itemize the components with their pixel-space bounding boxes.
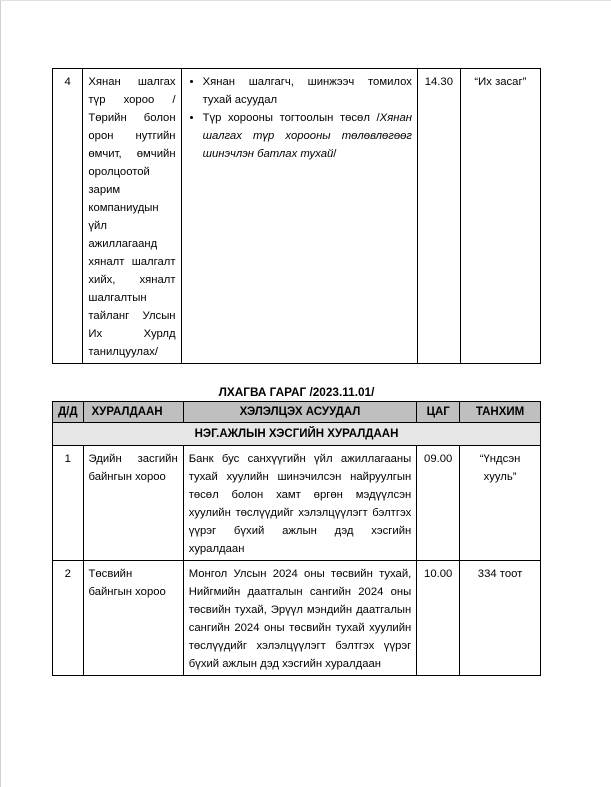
table-row [53,446,541,561]
table-row [53,561,541,676]
table-row [53,69,541,364]
time-cell: 09.00 [417,446,460,561]
item-text-tail: / [333,148,337,160]
list-item: • Хянан шалгагч, шинжээч томилох тухай асуудал [203,73,412,109]
room-cell: 334 тоот [460,561,541,676]
question-cell: Банк бус санхүүгийн үйл ажиллагааны тухай хуулийн шинэчилсэн найруулгын төсөл болон хамт өргөн мэдүүлсэн хуулийн төслүүдийг хэлэлцүүлэгт бэлтгэх үүрэг бүхий ажлын дэд хэсгийн хуралдаан [183,446,417,561]
header-question: ХЭЛЭЛЦЭХ АСУУДАЛ [183,402,417,423]
time-cell: 14.30 [417,69,460,364]
question-cell: Монгол Улсын 2024 оны төсвийн тухай, Нийгмийн даатгалын сангийн 2024 оны төсвийн тухай, Эрүүл мэндийн даатгалын сангийн 2024 оны төсвийн тухай хуулийн төслүүдийг хэлэлцүүлэгт бэлтгэх үүрэг бүхий ажлын дэд хэсгийн хуралдаан [183,561,417,676]
day-heading: ЛХАГВА ГАРАГ /2023.11.01/ [218,385,375,399]
agenda-items-cell [181,69,417,364]
room-cell: “Их засаг” [460,69,540,364]
agenda-list [187,73,412,163]
header-num: Д/Д [53,402,84,423]
room-cell: “Үндсэн хууль” [460,446,541,561]
time-cell: 10.00 [417,561,460,676]
row-number: 2 [53,561,84,676]
agenda-table [52,401,541,676]
section-title: НЭГ.АЖЛЫН ХЭСГИЙН ХУРАЛДААН [53,423,541,446]
header-row [53,402,541,423]
section-row [53,423,541,446]
committee-cell: Төсвийн байнгын хороо [83,561,183,676]
header-time: ЦАГ [417,402,460,423]
header-room: ТАНХИМ [460,402,541,423]
list-item [203,109,412,163]
item-text: Түр хорооны тогтоолын төсөл / [202,112,380,124]
header-committee: ХУРАЛДААН [83,402,183,423]
agenda-table-continued [52,68,541,364]
item-italic-text: Хянан шалгах түр хорооны төлөвлөгөөг шинэчлэн батлах тухай [202,112,412,160]
page-edge-top [0,0,611,1]
committee-cell: Хянан шалгах түр хороо /Төрийн болон орон нутгийн өмчит, өмчийн оролцоотой зарим компаниудын үйл ажиллагаанд хяналт шалгалт хийх, хяналт шалгалтын тайланг Улсын Их Хурлд танилцуулах/ [83,69,181,364]
row-number: 1 [53,446,84,561]
committee-cell: Эдийн засгийн байнгын хороо [83,446,183,561]
row-number: 4 [53,69,83,364]
page-edge [0,0,1,787]
